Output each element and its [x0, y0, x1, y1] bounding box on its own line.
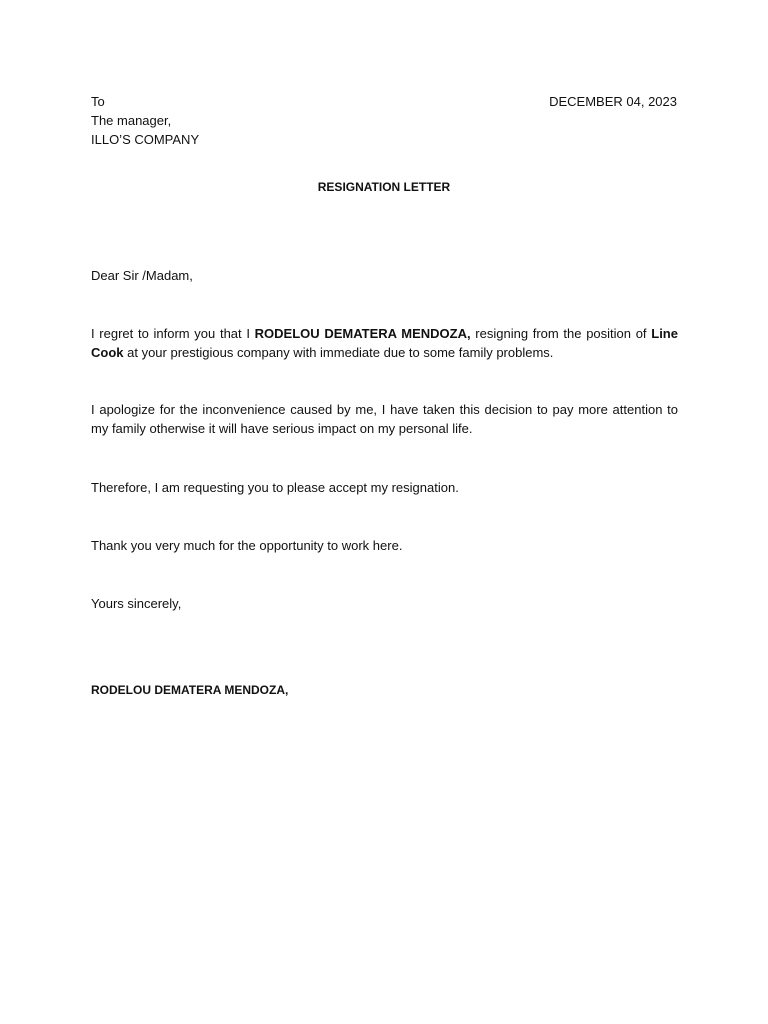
- paragraph-1: [91, 324, 678, 362]
- salutation: Dear Sir /Madam,: [91, 268, 193, 283]
- resigning-name: RODELOU DEMATERA MENDOZA,: [254, 326, 471, 341]
- signature-name: RODELOU DEMATERA MENDOZA,: [91, 683, 289, 697]
- letter-date: DECEMBER 04, 2023: [549, 94, 677, 109]
- paragraph-2: I apologize for the inconvenience caused by me, I have taken this decision to pay more attention to my family otherwise it will have serious impact on my personal life.: [91, 402, 678, 436]
- closing: Yours sincerely,: [91, 596, 182, 611]
- recipient-title: The manager,: [91, 113, 172, 128]
- paragraph-4: Thank you very much for the opportunity to work here.: [91, 538, 403, 553]
- recipient-company: ILLO’S COMPANY: [91, 132, 200, 147]
- paragraph-1-part1: I regret to inform you that I: [91, 326, 255, 341]
- paragraph-1-part2: resigning from the position of: [470, 326, 652, 341]
- paragraph-3: Therefore, I am requesting you to please accept my resignation.: [91, 480, 459, 495]
- recipient-to: To: [91, 94, 105, 109]
- letter-subject: RESIGNATION LETTER: [317, 180, 451, 194]
- paragraph-1-part3: at your prestigious company with immediate due to some family problems.: [123, 345, 554, 360]
- position-name: Line Cook: [91, 326, 678, 360]
